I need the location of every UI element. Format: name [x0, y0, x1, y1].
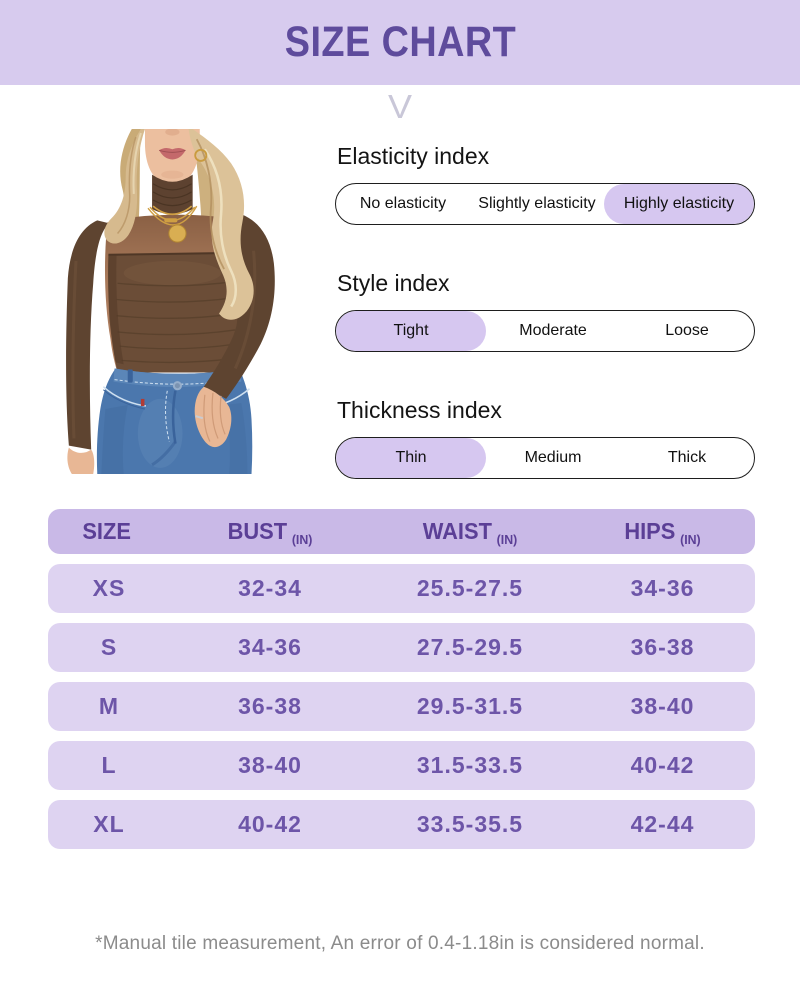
bust-value: 40-42	[238, 811, 302, 837]
title-banner	[0, 0, 800, 85]
main-section	[0, 129, 800, 479]
elasticity-option-highly-active: Highly elasticity	[604, 184, 754, 224]
hips-value: 42-44	[630, 811, 695, 837]
hips-value: 34-36	[630, 575, 695, 601]
style-index-title: Style index	[337, 270, 450, 296]
waist-value: 31.5-33.5	[416, 752, 524, 778]
product-photo	[42, 129, 322, 474]
column-header-waist: WAIST $_{(IN)}$	[422, 518, 518, 547]
table-row-xs	[48, 564, 755, 613]
size-table	[48, 509, 755, 849]
style-index-section	[335, 270, 755, 352]
hips-value: 38-40	[630, 693, 695, 719]
table-row-s	[48, 623, 755, 672]
chevron-divider	[0, 85, 800, 129]
page-title: SIZE CHART	[284, 18, 516, 66]
table-row-xl	[48, 800, 755, 849]
waist-unit: (IN)	[496, 532, 518, 547]
bust-value: 32-34	[238, 575, 302, 601]
size-value: XL	[93, 811, 125, 837]
thickness-index-title: Thickness index	[337, 397, 502, 423]
style-option-tight-active: Tight	[336, 311, 486, 351]
column-header-hips: HIPS $_{(IN)}$	[624, 518, 701, 547]
thickness-option-thin-active: Thin	[336, 438, 486, 478]
style-index-bar	[335, 310, 755, 352]
measurement-disclaimer: *Manual tile measurement, An error of 0.4-1.18in is considered normal.	[95, 933, 705, 954]
size-value: M	[98, 693, 120, 719]
waist-value: 33.5-35.5	[416, 811, 524, 837]
waist-value: 25.5-27.5	[416, 575, 524, 601]
index-panel	[335, 129, 755, 479]
waist-value: 27.5-29.5	[416, 634, 524, 660]
bust-value: 38-40	[238, 752, 302, 778]
waist-value: 29.5-31.5	[416, 693, 524, 719]
thickness-option-thick: Thick	[667, 449, 707, 466]
table-header-row	[48, 509, 755, 554]
product-photo-illustration	[42, 129, 322, 474]
column-header-bust: BUST $_{(IN)}$	[227, 518, 313, 547]
hips-value: 36-38	[630, 634, 695, 660]
size-value: XS	[92, 575, 126, 601]
bust-value: 36-38	[238, 693, 302, 719]
table-row-l	[48, 741, 755, 790]
size-value: S	[100, 634, 118, 660]
elasticity-option-slightly: Slightly elasticity	[478, 195, 596, 212]
left-hand	[67, 448, 94, 474]
thickness-option-medium: Medium	[524, 449, 582, 466]
elasticity-option-no: No elasticity	[359, 195, 447, 212]
hips-value: 40-42	[630, 752, 695, 778]
chevron-down-icon: V	[387, 87, 412, 126]
column-header-size: SIZE	[82, 518, 131, 544]
elasticity-index-bar	[335, 183, 755, 225]
style-option-moderate: Moderate	[519, 322, 587, 339]
elasticity-index-section	[335, 143, 755, 225]
bust-unit: (IN)	[291, 532, 313, 547]
elasticity-index-title: Elasticity index	[337, 143, 490, 169]
style-option-loose: Loose	[665, 322, 709, 339]
thickness-index-bar	[335, 437, 755, 479]
hips-unit: (IN)	[680, 532, 701, 547]
table-row-m	[48, 682, 755, 731]
size-value: L	[101, 752, 117, 778]
thickness-index-section	[335, 397, 755, 479]
bust-value: 34-36	[238, 634, 302, 660]
